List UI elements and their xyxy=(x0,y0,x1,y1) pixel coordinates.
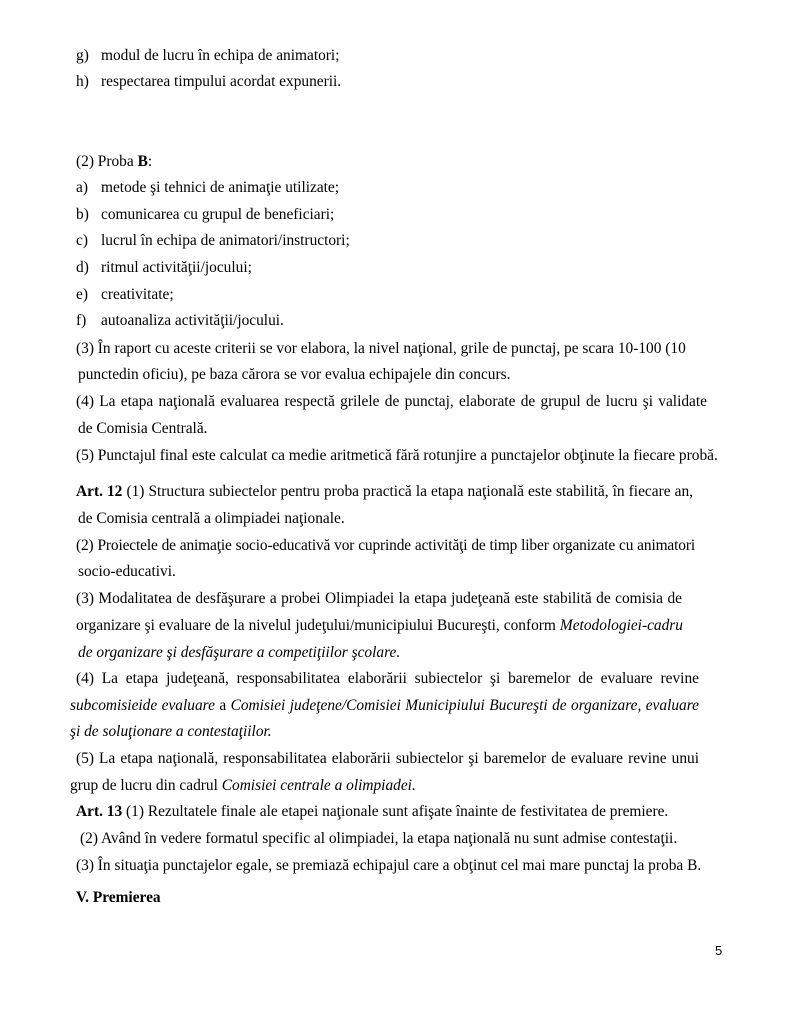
list-item-g xyxy=(76,46,339,66)
list-item-text: autoanaliza activităţii/jocului. xyxy=(101,312,284,329)
list-item-label: a) xyxy=(76,179,88,196)
art12-par5-text: grup de lucru din cadrul xyxy=(70,777,222,794)
list-item-e xyxy=(76,285,174,305)
art12-par1-line1 xyxy=(76,482,693,502)
list-item-d xyxy=(76,258,252,278)
art12-par3-italic: Metodologiei-cadru xyxy=(559,617,683,634)
list-item-text: ritmul activităţii/jocului; xyxy=(101,259,252,276)
list-item-text: creativitate; xyxy=(101,286,174,303)
list-item-text: lucrul în echipa de animatori/instructori; xyxy=(101,232,350,249)
list-item-label: d) xyxy=(76,259,89,276)
list-item-a xyxy=(76,178,339,198)
art12-par5-line2 xyxy=(70,776,416,796)
list-item-h xyxy=(76,72,341,92)
list-item-label: b) xyxy=(76,206,89,223)
eval-par3-line2: punctedin oficiu), pe baza cărora se vor evalua echipajele din concurs. xyxy=(78,366,511,383)
art12-par2-line1: (2) Proiectele de animaţie socio-educativă vor cuprinde activităţi de timp liber organizate cu animatori xyxy=(76,537,695,554)
art12-par1-text: (1) Structura subiectelor pentru proba practică la etapa naţională este stabilită, în fiecare an, xyxy=(122,483,693,500)
art12-par4-italic-b: Comisiei judeţene/Comisiei Municipiului Bucureşti de organizare, evaluare xyxy=(230,697,699,714)
art12-par3-text: organizare şi evaluare de la nivelul judeţului/municipiului Bucureşti, conform xyxy=(76,617,560,634)
list-item-label: e) xyxy=(76,286,88,303)
art12-par4-italic-a: subcomisieide evaluare xyxy=(70,697,215,714)
section-heading: V. Premierea xyxy=(76,889,161,906)
eval-par3-line1: (3) În raport cu aceste criterii se vor elabora, la nivel naţional, grile de punctaj, pe scara 10-100 (10 xyxy=(76,340,686,357)
list-item-f xyxy=(76,311,284,331)
art12-par4-text: a xyxy=(214,697,231,714)
art12-par4-line2 xyxy=(70,696,699,716)
art12-par4-line3: şi de soluţionare a contestaţiilor. xyxy=(70,723,272,740)
art12-par5-italic: Comisiei centrale a olimpiadei. xyxy=(221,777,416,794)
list-item-c xyxy=(76,231,350,251)
proba-b-suffix: : xyxy=(147,153,153,170)
art12-label: Art. 12 xyxy=(76,483,123,500)
proba-b-letter: B xyxy=(137,153,148,170)
eval-par4-line2: de Comisia Centrală. xyxy=(78,420,208,437)
art12-par2-line2: socio-educativi. xyxy=(78,563,176,580)
art12-par3-line2 xyxy=(76,616,683,636)
art13-par1 xyxy=(76,802,668,822)
art12-par4-line1: (4) La etapa judeţeană, responsabilitatea elaborării subiectelor şi baremelor de evaluare revine xyxy=(76,670,699,687)
art12-par3-line1: (3) Modalitatea de desfăşurare a probei Olimpiadei la etapa judeţeană este stabilită de comisia de xyxy=(76,590,682,607)
list-item-text: comunicarea cu grupul de beneficiari; xyxy=(101,206,335,223)
list-item-label: g) xyxy=(76,47,89,64)
page-number: 5 xyxy=(715,943,723,958)
eval-par4-line1: (4) La etapa naţională evaluarea respectă grilele de punctaj, elaborate de grupul de lucru şi validate xyxy=(76,393,707,410)
list-item-label: c) xyxy=(76,232,88,249)
proba-b-heading xyxy=(76,152,152,172)
art12-par5-line1: (5) La etapa naţională, responsabilitatea elaborării subiectelor şi baremelor de evaluare revine unui xyxy=(76,750,699,767)
proba-b-prefix: (2) Proba xyxy=(76,153,138,170)
art13-par2: (2) Având în vedere formatul specific al olimpiadei, la etapa naţională nu sunt admise contestaţii. xyxy=(80,830,678,847)
list-item-b xyxy=(76,205,334,225)
list-item-label: f) xyxy=(76,312,87,329)
art12-par1-line2: de Comisia centrală a olimpiadei naţionale. xyxy=(78,510,345,527)
art13-par1-text: (1) Rezultatele finale ale etapei naţionale sunt afişate înainte de festivitatea de premiere. xyxy=(122,803,669,820)
art13-par3: (3) În situaţia punctajelor egale, se premiază echipajul care a obţinut cel mai mare punctaj la proba B. xyxy=(76,857,702,874)
eval-par5: (5) Punctajul final este calculat ca medie aritmetică fără rotunjire a punctajelor obţinute la fiecare probă. xyxy=(76,447,718,464)
list-item-label: h) xyxy=(76,73,89,90)
list-item-text: respectarea timpului acordat expunerii. xyxy=(101,73,342,90)
art12-par3-line3: de organizare şi desfăşurare a competiţiilor şcolare. xyxy=(78,644,401,661)
list-item-text: metode şi tehnici de animaţie utilizate; xyxy=(101,179,340,196)
list-item-text: modul de lucru în echipa de animatori; xyxy=(101,47,340,64)
art13-label: Art. 13 xyxy=(76,803,123,820)
